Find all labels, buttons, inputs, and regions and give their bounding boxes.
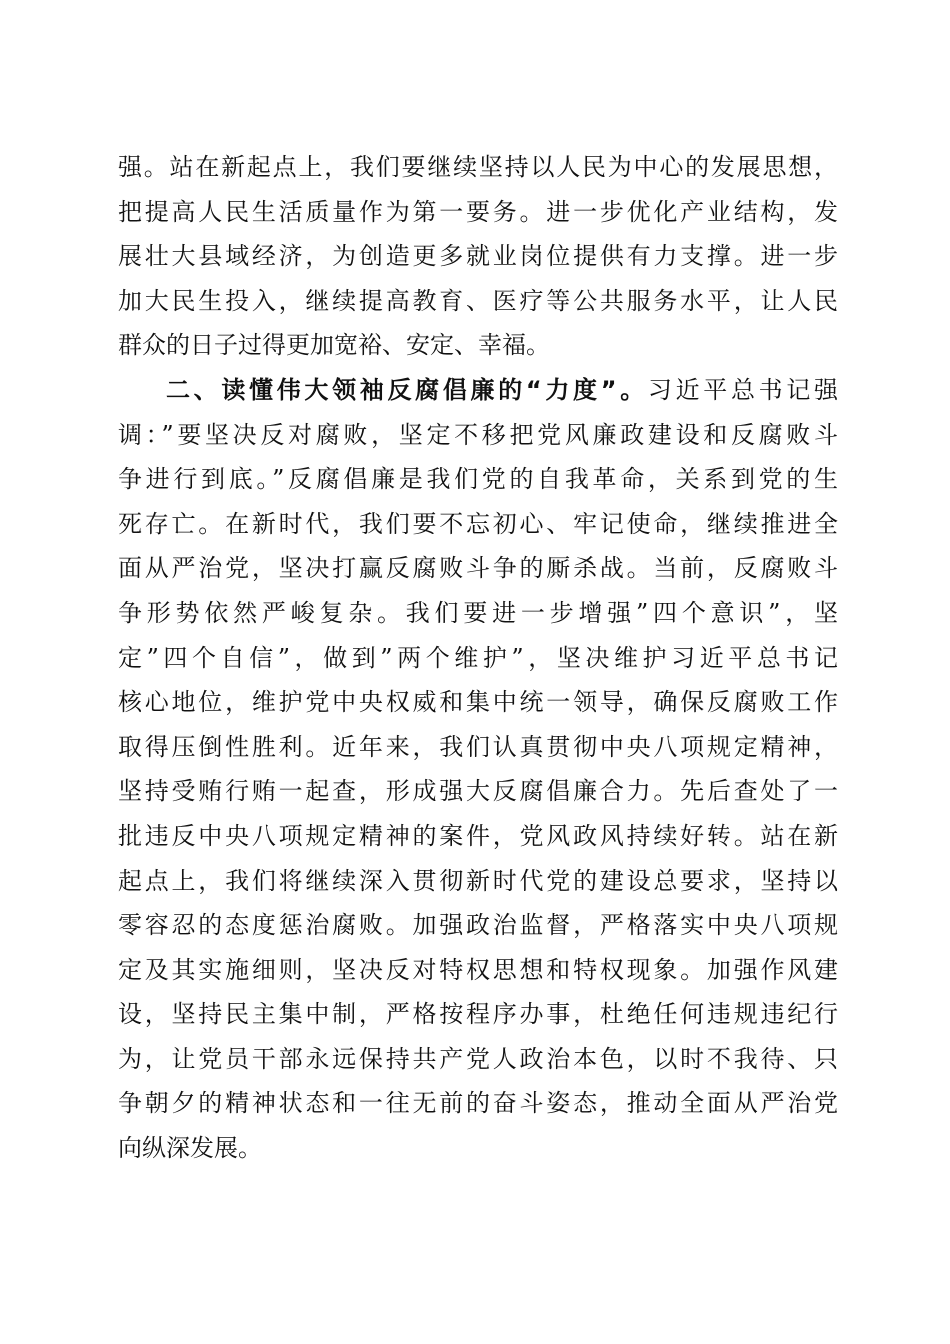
text-line: 争形势依然严峻复杂。我们要进一步增强”四个意识”，坚 [118, 598, 838, 627]
document-page [118, 145, 838, 1171]
heading-line-rest: 习近平总书记强 [647, 375, 839, 404]
text-line: 核心地位，维护党中央权威和集中统一领导，确保反腐败工作 [118, 688, 838, 717]
text-line: 零容忍的态度惩治腐败。加强政治监督，严格落实中央八项规 [118, 911, 838, 940]
text-line: 调：”要坚决反对腐败，坚定不移把党风廉政建设和反腐败斗 [118, 420, 838, 449]
text-line [118, 368, 838, 413]
text-line: 向纵深发展。 [118, 1134, 262, 1163]
text-line: 展壮大县域经济，为创造更多就业岗位提供有力支撑。进一步 [118, 242, 838, 271]
text-line: 为，让党员干部永远保持共产党人政治本色，以时不我待、只 [118, 1044, 838, 1073]
text-line: 争进行到底。”反腐倡廉是我们党的自我革命，关系到党的生 [118, 465, 838, 494]
text-line: 定”四个自信”，做到”两个维护”，坚决维护习近平总书记 [118, 643, 838, 672]
text-line: 批违反中央八项规定精神的案件，党风政风持续好转。站在新 [118, 821, 838, 850]
text-line: 设，坚持民主集中制，严格按程序办事，杜绝任何违规违纪行 [118, 1000, 838, 1029]
text-line: 争朝夕的精神状态和一往无前的奋斗姿态，推动全面从严治党 [118, 1089, 838, 1118]
text-line: 坚持受贿行贿一起查，形成强大反腐倡廉合力。先后查处了一 [118, 777, 838, 806]
text-line: 死存亡。在新时代，我们要不忘初心、牢记使命，继续推进全 [118, 509, 838, 538]
text-line: 面从严治党，坚决打赢反腐败斗争的厮杀战。当前，反腐败斗 [118, 554, 838, 583]
paragraph-2 [118, 368, 838, 1171]
text-line: 强。站在新起点上，我们要继续坚持以人民为中心的发展思想， [118, 153, 838, 181]
paragraph-1 [118, 145, 838, 368]
text-line: 群众的日子过得更加宽裕、安定、幸福。 [118, 331, 550, 360]
text-line: 把提高人民生活质量作为第一要务。进一步优化产业结构，发 [118, 197, 838, 226]
text-line: 起点上，我们将继续深入贯彻新时代党的建设总要求，坚持以 [118, 866, 838, 895]
text-line: 定及其实施细则，坚决反对特权思想和特权现象。加强作风建 [118, 955, 838, 984]
text-line: 取得压倒性胜利。近年来，我们认真贯彻中央八项规定精神， [118, 732, 838, 761]
section-heading: 二、读懂伟大领袖反腐倡廉的“力度”。 [166, 375, 648, 404]
text-line: 加大民生投入，继续提高教育、医疗等公共服务水平，让人民 [118, 286, 838, 315]
